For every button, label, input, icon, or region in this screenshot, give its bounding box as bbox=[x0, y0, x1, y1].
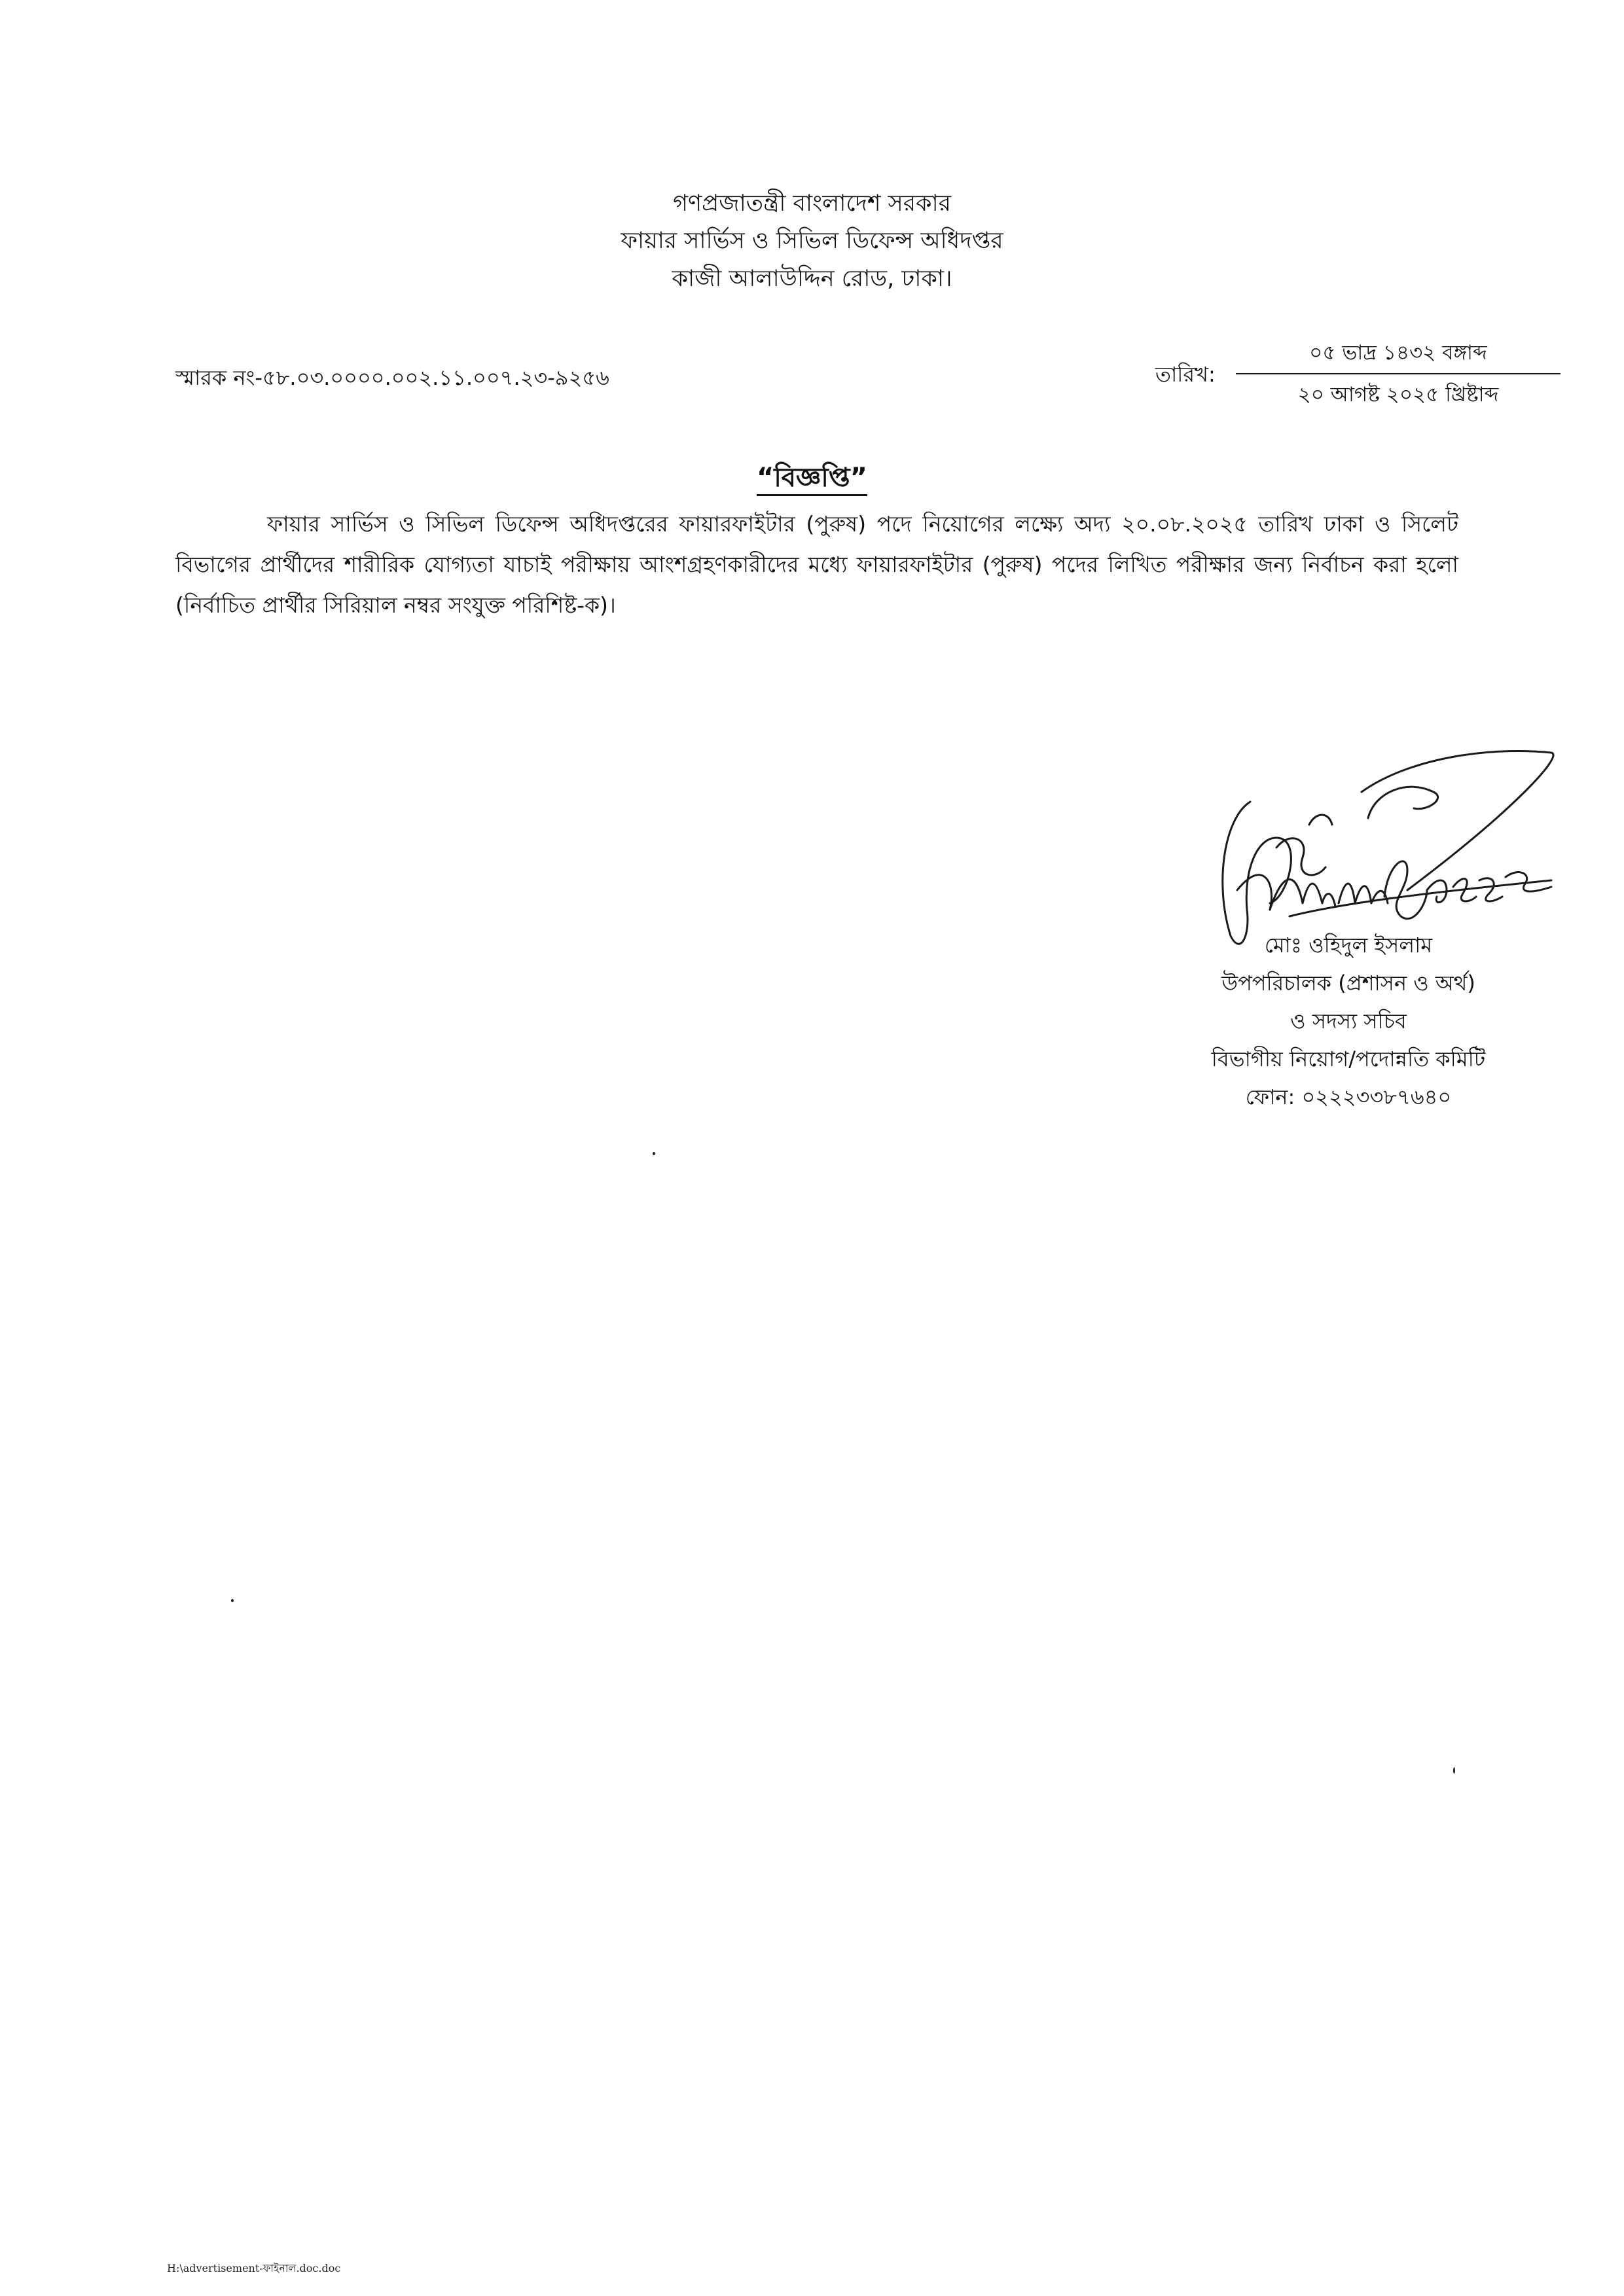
notice-title-text: “বিজ্ঞপ্তি” bbox=[757, 463, 867, 496]
signatory-designation: উপপরিচালক (প্রশাসন ও অর্থ) bbox=[1221, 971, 1475, 996]
signatory-block bbox=[1152, 926, 1545, 1116]
notice-title bbox=[0, 458, 1624, 497]
scan-speck bbox=[1453, 1767, 1455, 1774]
notice-body: ফায়ার সার্ভিস ও সিভিল ডিফেন্স অধিদপ্তরের ফায়ারফাইটার (পুরুষ) পদে নিয়োগের লক্ষ্যে অদ্য ২০.০৮.২০২৫ তারিখ ঢাকা ও সিলেট বিভাগের প্রার্থীদের শারীরিক যোগ্যতা যাচাই পরীক্ষায় আংশগ্রহণকারীদের মধ্যে ফায়ারফাইটার (পুরুষ) পদের লিখিত পরীক্ষার জন্য নির্বাচন করা হলো (নির্বাচিত প্রার্থীর সিরিয়াল নম্বর সংযুক্ত পরিশিষ্ট-ক)। bbox=[175, 511, 1458, 618]
footer-file-path: H:\advertisement-ফাইনাল.doc.doc bbox=[167, 2262, 341, 2274]
date-english: ২০ আগষ্ট ২০২৫ খ্রিষ্টাব্দ bbox=[1297, 383, 1499, 406]
scan-speck bbox=[231, 1599, 234, 1602]
header-government: গণপ্রজাতন্ত্রী বাংলাদেশ সরকার bbox=[673, 190, 951, 217]
scan-speck bbox=[653, 1152, 655, 1155]
memo-reference-number: স্মারক নং-৫৮.০৩.০০০০.০০২.১১.০০৭.২৩-৯২৫৬ bbox=[175, 365, 609, 390]
date-block bbox=[1236, 336, 1561, 411]
header-department: ফায়ার সার্ভিস ও সিভিল ডিফেন্স অধিদপ্তর bbox=[621, 228, 1003, 254]
header-address: কাজী আলাউদ্দিন রোড, ঢাকা। bbox=[672, 266, 952, 292]
signatory-committee: বিভাগীয় নিয়োগ/পদোন্নতি কমিটি bbox=[1211, 1047, 1486, 1071]
signatory-role: ও সদস্য সচিব bbox=[1290, 1009, 1407, 1033]
date-bangla: ০৫ ভাদ্র ১৪৩২ বঙ্গাব্দ bbox=[1309, 341, 1487, 365]
signatory-name: মোঃ ওহিদুল ইসলাম bbox=[1264, 933, 1433, 958]
signatory-phone: ফোন: ০২২২৩৩৮৭৬৪০ bbox=[1245, 1085, 1452, 1109]
date-label: তারিখ: bbox=[1155, 362, 1216, 387]
date-divider bbox=[1236, 373, 1561, 374]
